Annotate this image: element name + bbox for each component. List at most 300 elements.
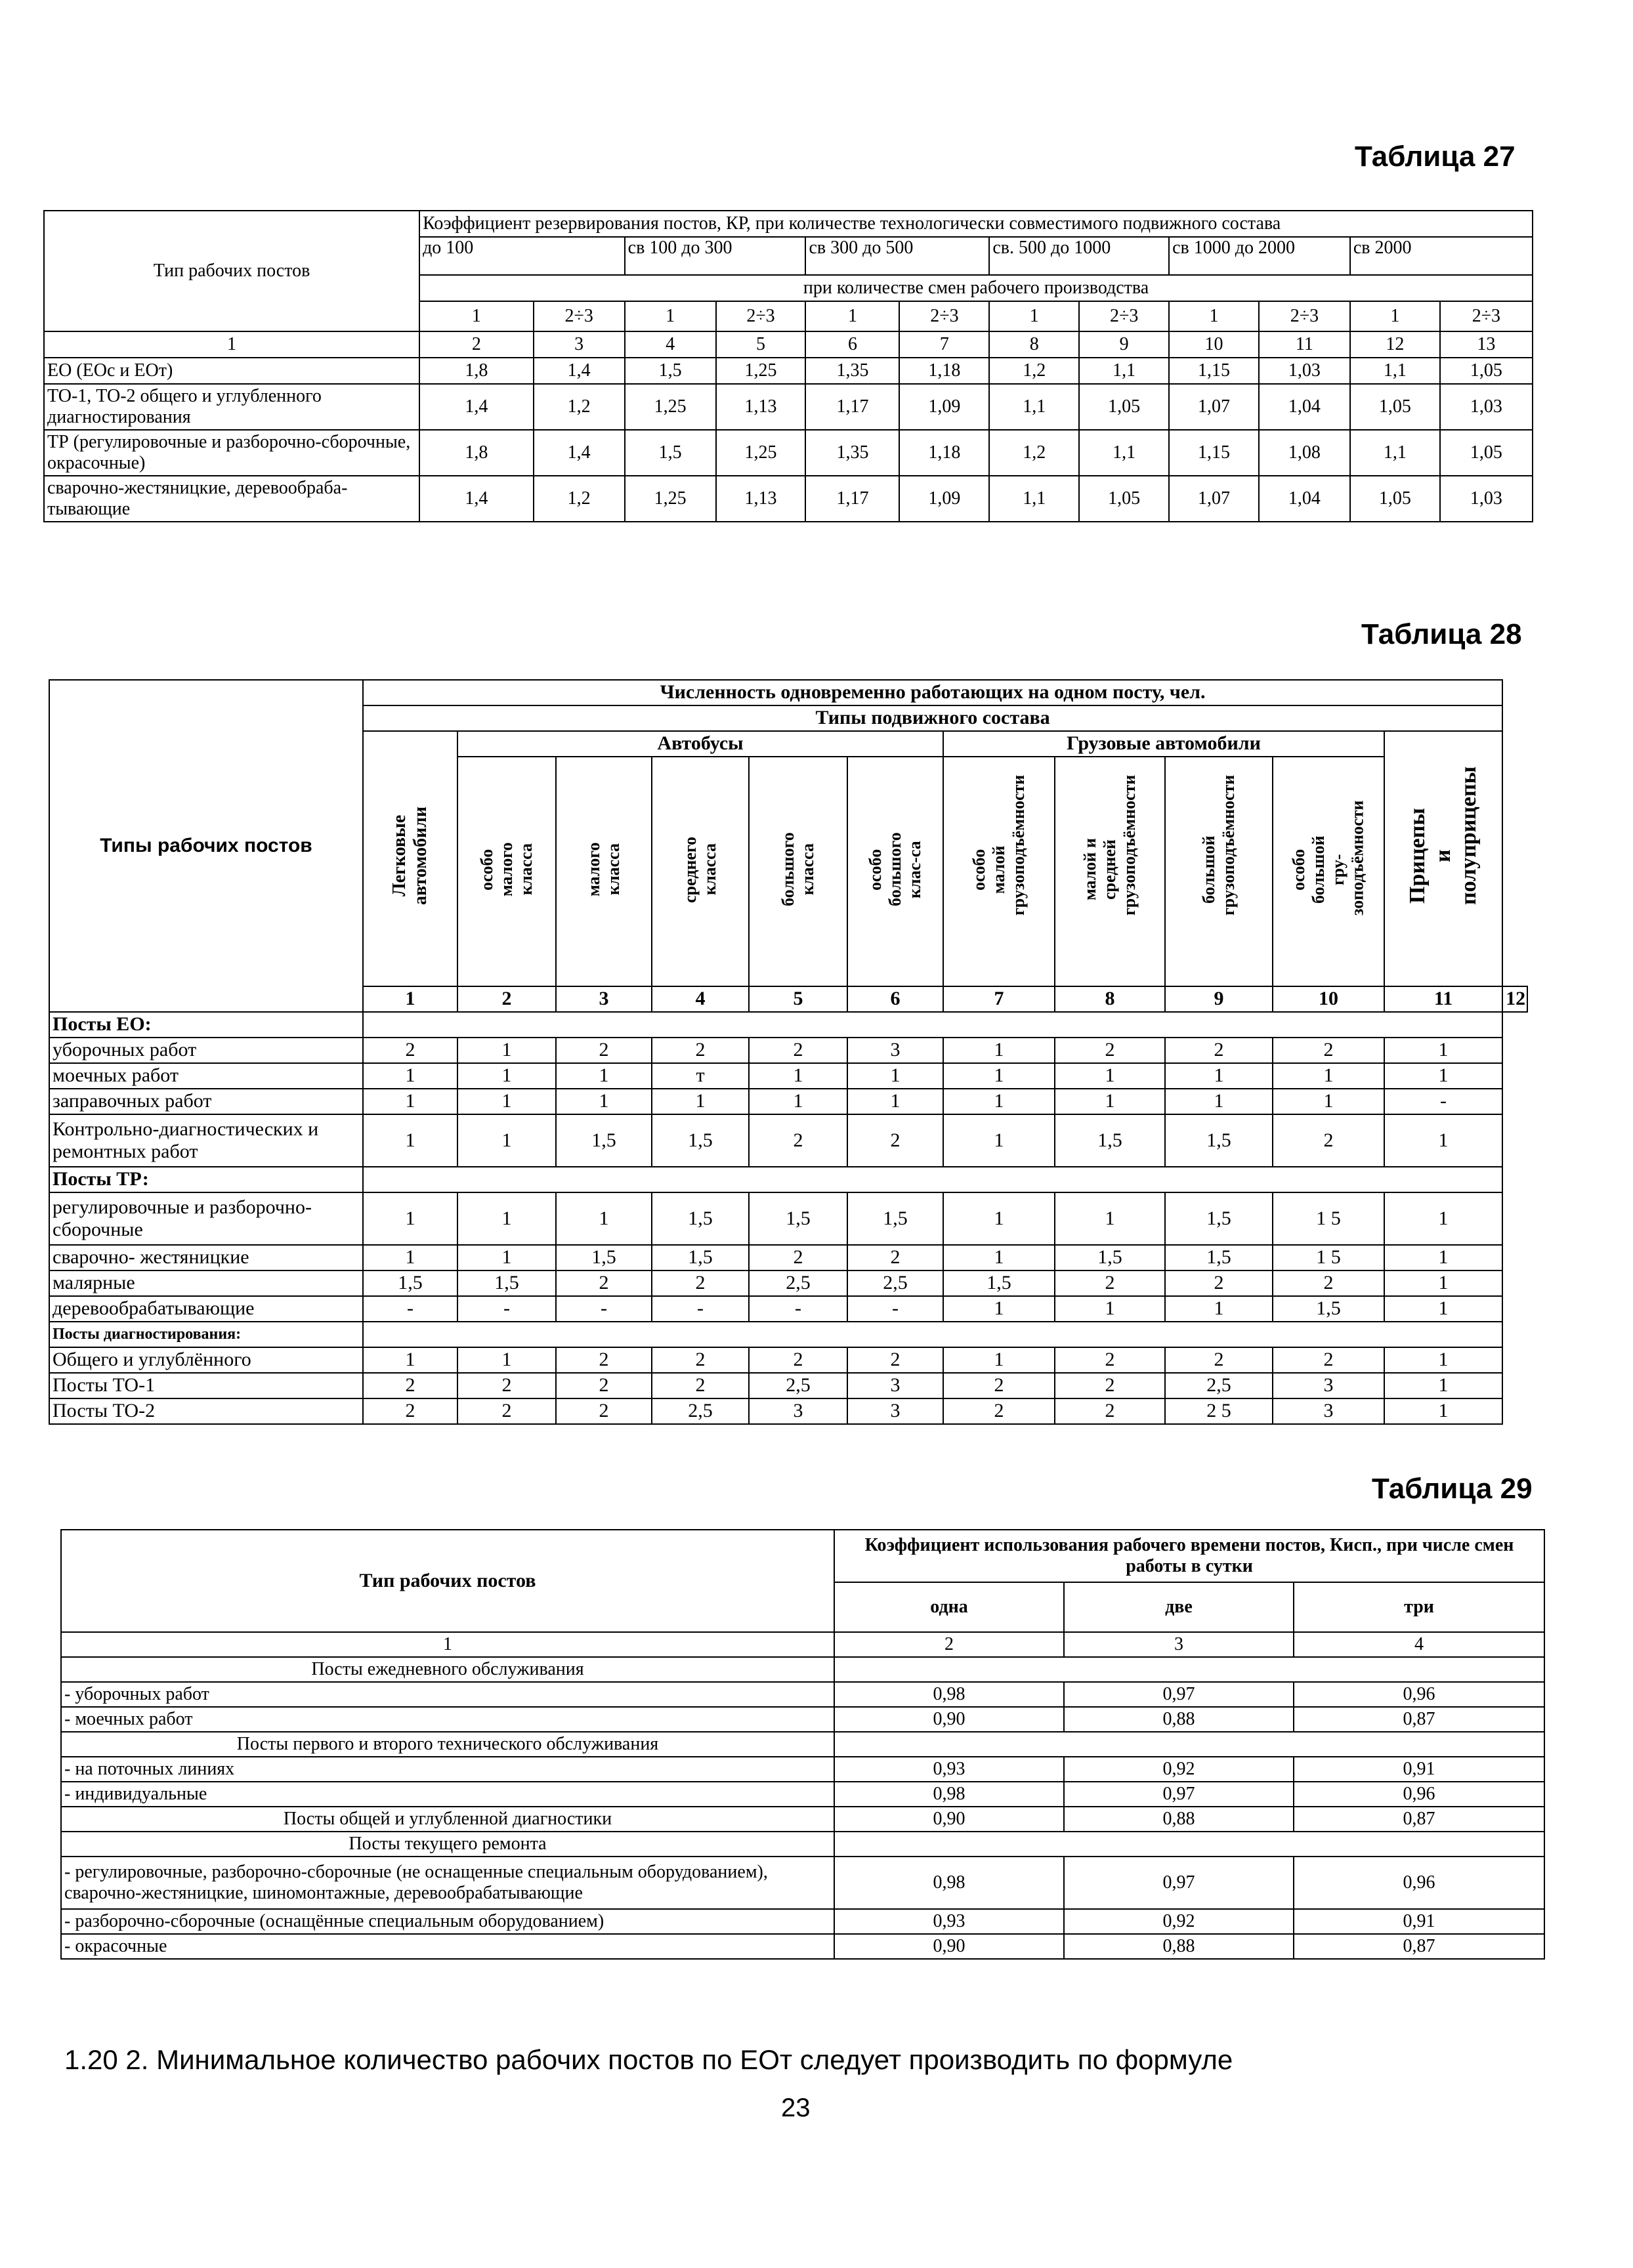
column-number: 4	[625, 331, 716, 358]
row-label: Контрольно-диагностических и ремонтных работ	[49, 1114, 363, 1167]
value-cell: 1,05	[1350, 384, 1440, 430]
value-cell: 2	[1055, 1373, 1165, 1398]
value-cell: 1	[652, 1089, 749, 1114]
vertical-label-text: особо большого клас-са	[866, 832, 924, 906]
value-cell: 1,5	[457, 1270, 556, 1296]
value-cell: 2	[1055, 1347, 1165, 1373]
table-row	[49, 1322, 1527, 1347]
value-cell: 1,05	[1350, 476, 1440, 522]
value-cell: 3	[749, 1398, 847, 1424]
value-cell: 1,5	[1165, 1192, 1273, 1245]
value-cell: 0,96	[1294, 1857, 1544, 1909]
value-cell: 1,17	[805, 384, 899, 430]
column-number: 1	[44, 331, 419, 358]
value-cell: 1,5	[749, 1192, 847, 1245]
row-label: - моечных работ	[61, 1707, 834, 1732]
value-cell: 1,5	[1165, 1114, 1273, 1167]
shift-header: две	[1064, 1582, 1294, 1632]
column-number: 2	[419, 331, 534, 358]
empty-cell	[834, 1732, 1544, 1757]
shift-two-three: 2÷3	[534, 301, 625, 331]
table-row	[49, 1063, 1527, 1089]
value-cell: 1	[363, 1063, 457, 1089]
value-cell: 1,1	[1079, 358, 1169, 384]
value-cell: 0,91	[1294, 1757, 1544, 1782]
table-row	[49, 1114, 1527, 1167]
value-cell: 1,8	[419, 358, 534, 384]
vertical-label-text: особо большой гру-зоподъёмности	[1289, 800, 1367, 915]
table-row	[61, 1857, 1544, 1909]
value-cell: 1,13	[716, 384, 806, 430]
column-number: 7	[943, 986, 1055, 1012]
vertical-column-label	[1165, 757, 1273, 986]
column-number: 12	[1350, 331, 1440, 358]
shift-two-three: 2÷3	[1079, 301, 1169, 331]
vertical-label-text: малой и средней грузоподъёмности	[1080, 774, 1139, 915]
value-cell: 1	[943, 1192, 1055, 1245]
row-label: - индивидуальные	[61, 1782, 834, 1807]
column-number: 8	[989, 331, 1079, 358]
value-cell: 1,25	[625, 476, 716, 522]
vertical-label-text: большой грузоподъёмности	[1199, 774, 1238, 915]
shift-one: 1	[419, 301, 534, 331]
value-cell: 1	[1384, 1296, 1502, 1322]
page-number: 23	[781, 2093, 811, 2122]
row-label: - на поточных линиях	[61, 1757, 834, 1782]
value-cell: 1,35	[805, 358, 899, 384]
value-cell: 1,09	[899, 476, 989, 522]
value-cell: 2,5	[652, 1398, 749, 1424]
value-cell: 1	[457, 1089, 556, 1114]
value-cell: 1	[1273, 1089, 1384, 1114]
column-number: 6	[847, 986, 943, 1012]
value-cell: 1,05	[1079, 384, 1169, 430]
shift-one: 1	[1169, 301, 1259, 331]
shift-two-three: 2÷3	[1259, 301, 1350, 331]
table-row	[61, 1682, 1544, 1707]
vertical-label-text: Легковые автомобили	[389, 807, 431, 906]
table-row	[49, 1373, 1527, 1398]
shift-two-three: 2÷3	[716, 301, 806, 331]
value-cell: 1,2	[534, 476, 625, 522]
value-cell: 2,5	[847, 1270, 943, 1296]
value-cell: 2	[363, 1398, 457, 1424]
value-cell: 1,05	[1079, 476, 1169, 522]
value-cell: -	[556, 1296, 652, 1322]
vertical-column-label	[847, 757, 943, 986]
section-label: Посты ЕО:	[49, 1012, 363, 1038]
value-cell: 1,4	[534, 358, 625, 384]
section-label: Посты диагностирования:	[49, 1322, 363, 1347]
value-cell: 1	[363, 1192, 457, 1245]
value-cell: 1	[1055, 1089, 1165, 1114]
value-cell: 2	[749, 1114, 847, 1167]
value-cell: 1	[1384, 1192, 1502, 1245]
vertical-label-text: среднего класса	[681, 836, 719, 903]
value-cell: 2	[1273, 1270, 1384, 1296]
value-cell: 1	[1384, 1114, 1502, 1167]
column-group-header: Коэффициент резервирования постов, КР, при количестве технологически совместимого подвижного состава	[419, 211, 1533, 237]
value-cell: 2	[847, 1114, 943, 1167]
column-number: 1	[61, 1632, 834, 1657]
column-number: 1	[363, 986, 457, 1012]
value-cell: -	[749, 1296, 847, 1322]
value-cell: 1	[943, 1245, 1055, 1270]
vertical-column-label	[652, 757, 749, 986]
value-cell: 1	[556, 1063, 652, 1089]
value-cell: 1,08	[1259, 430, 1350, 476]
table-row	[61, 1909, 1544, 1934]
value-cell: 1,15	[1169, 430, 1259, 476]
value-cell: 1	[457, 1192, 556, 1245]
value-cell: 1	[556, 1192, 652, 1245]
trucks-header: Грузовые автомобили	[943, 731, 1384, 757]
row-label: сварочно-жестяницкие, деревообраба-тывающие	[44, 476, 419, 522]
range-header: св 300 до 500	[805, 237, 989, 275]
value-cell: 1	[1273, 1063, 1384, 1089]
shift-two-three: 2÷3	[1440, 301, 1533, 331]
range-header: св 2000	[1350, 237, 1533, 275]
value-cell: 1	[1384, 1347, 1502, 1373]
column-number: 7	[899, 331, 989, 358]
table-28	[49, 679, 1528, 1425]
value-cell: 1,17	[805, 476, 899, 522]
value-cell: 2	[652, 1038, 749, 1063]
table-row	[49, 1245, 1527, 1270]
value-cell: 2	[363, 1373, 457, 1398]
value-cell: 1,05	[1440, 430, 1533, 476]
table-row	[61, 1934, 1544, 1959]
row-header: Тип рабочих постов	[44, 211, 419, 331]
value-cell: 0,98	[834, 1857, 1064, 1909]
value-cell: -	[1384, 1089, 1502, 1114]
column-number: 3	[1064, 1632, 1294, 1657]
value-cell: 2	[556, 1038, 652, 1063]
table-row	[44, 476, 1533, 522]
column-number: 13	[1440, 331, 1533, 358]
value-cell: 1	[457, 1114, 556, 1167]
header-row	[61, 1530, 1544, 1582]
vertical-label-text: Прицепы и полуприцепы	[1405, 766, 1481, 906]
row-label: - разборочно-сборочные (оснащённые специальным оборудованием)	[61, 1909, 834, 1934]
vertical-column-label	[457, 757, 556, 986]
column-group-header: Коэффициент использования рабочего времени постов, Кисп., при числе смен работы в сутки	[834, 1530, 1544, 1582]
value-cell: 1	[943, 1347, 1055, 1373]
value-cell: 2	[363, 1038, 457, 1063]
table-row	[49, 1347, 1527, 1373]
row-label: ТО-1, ТО-2 общего и углубленного диагностирования	[44, 384, 419, 430]
value-cell: 1	[1165, 1089, 1273, 1114]
buses-header: Автобусы	[457, 731, 943, 757]
value-cell: 1,1	[989, 476, 1079, 522]
value-cell: 1	[847, 1063, 943, 1089]
value-cell: 1,8	[419, 430, 534, 476]
row-label: Посты ТО-1	[49, 1373, 363, 1398]
value-cell: 1,25	[716, 430, 806, 476]
range-header: св. 500 до 1000	[989, 237, 1169, 275]
section-label: Посты текущего ремонта	[61, 1832, 834, 1857]
value-cell: 0,93	[834, 1909, 1064, 1934]
column-number: 10	[1273, 986, 1384, 1012]
table-row	[44, 358, 1533, 384]
value-cell: 1,1	[1350, 430, 1440, 476]
column-number: 8	[1055, 986, 1165, 1012]
value-cell: 0,98	[834, 1682, 1064, 1707]
shift-one: 1	[989, 301, 1079, 331]
value-cell: 1	[1384, 1398, 1502, 1424]
value-cell: 2	[1273, 1347, 1384, 1373]
value-cell: 2	[1273, 1114, 1384, 1167]
value-cell: 3	[1273, 1398, 1384, 1424]
shift-header: три	[1294, 1582, 1544, 1632]
value-cell: 1,5	[652, 1114, 749, 1167]
row-label: Общего и углублённого	[49, 1347, 363, 1373]
value-cell: 1,5	[556, 1245, 652, 1270]
value-cell: 1,5	[943, 1270, 1055, 1296]
value-cell: 2	[943, 1373, 1055, 1398]
value-cell: 2	[556, 1373, 652, 1398]
value-cell: 2,5	[749, 1270, 847, 1296]
section-label: Посты первого и второго технического обслуживания	[61, 1732, 834, 1757]
value-cell: 1	[457, 1245, 556, 1270]
value-cell: 0,97	[1064, 1857, 1294, 1909]
value-cell: 1,03	[1440, 384, 1533, 430]
value-cell: 3	[847, 1038, 943, 1063]
section-label: Посты ТР:	[49, 1167, 363, 1192]
value-cell: 1,13	[716, 476, 806, 522]
column-number: 5	[716, 331, 806, 358]
value-cell: 1	[1384, 1245, 1502, 1270]
row-label: моечных работ	[49, 1063, 363, 1089]
value-cell: 0,88	[1064, 1807, 1294, 1832]
value-cell: 2	[1165, 1347, 1273, 1373]
empty-cell	[834, 1832, 1544, 1857]
vertical-label-text: особо малой грузоподъёмности	[969, 774, 1028, 915]
table-29	[60, 1529, 1545, 1960]
table-row	[44, 430, 1533, 476]
table-27-title: Таблица 27	[1355, 140, 1516, 173]
table-row	[49, 1167, 1527, 1192]
column-number: 4	[1294, 1632, 1544, 1657]
vertical-column-label	[1055, 757, 1165, 986]
vertical-column-label	[556, 757, 652, 986]
value-cell: 1	[1384, 1063, 1502, 1089]
value-cell: 2	[749, 1038, 847, 1063]
table-row	[61, 1732, 1544, 1757]
value-cell: 1	[1165, 1296, 1273, 1322]
range-header: св 100 до 300	[625, 237, 806, 275]
shift-one: 1	[625, 301, 716, 331]
column-number: 3	[556, 986, 652, 1012]
value-cell: 0,91	[1294, 1909, 1544, 1934]
value-cell: 0,97	[1064, 1682, 1294, 1707]
value-cell: 1	[457, 1063, 556, 1089]
value-cell: 1	[943, 1063, 1055, 1089]
value-cell: 1,1	[1350, 358, 1440, 384]
value-cell: 1,07	[1169, 384, 1259, 430]
value-cell: 2	[457, 1398, 556, 1424]
value-cell: 1,15	[1169, 358, 1259, 384]
table-28-title: Таблица 28	[1361, 618, 1522, 650]
vertical-label-text: особо малого класса	[477, 842, 536, 896]
value-cell: 1,5	[1165, 1245, 1273, 1270]
range-header: до 100	[419, 237, 625, 275]
header-row	[49, 680, 1527, 705]
value-cell: 1	[457, 1038, 556, 1063]
value-cell: 1 5	[1273, 1192, 1384, 1245]
row-header: Типы рабочих постов	[49, 680, 363, 1012]
value-cell: 1,4	[534, 430, 625, 476]
value-cell: 1,4	[419, 384, 534, 430]
value-cell: 1,35	[805, 430, 899, 476]
value-cell: 1,5	[625, 430, 716, 476]
value-cell: 1,1	[1079, 430, 1169, 476]
value-cell: 1	[1384, 1270, 1502, 1296]
value-cell: 0,87	[1294, 1807, 1544, 1832]
value-cell: 1,05	[1440, 358, 1533, 384]
column-number-row	[44, 331, 1533, 358]
column-group-header: Численность одновременно работающих на одном посту, чел.	[363, 680, 1502, 705]
shift-two-three: 2÷3	[899, 301, 989, 331]
value-cell: 2	[1165, 1038, 1273, 1063]
row-label: заправочных работ	[49, 1089, 363, 1114]
value-cell: 1,5	[1055, 1114, 1165, 1167]
row-label: малярные	[49, 1270, 363, 1296]
value-cell: 1,5	[625, 358, 716, 384]
value-cell: 2	[847, 1347, 943, 1373]
column-number: 6	[805, 331, 899, 358]
value-cell: 1,09	[899, 384, 989, 430]
table-row	[61, 1807, 1544, 1832]
column-number: 9	[1165, 986, 1273, 1012]
value-cell: 2	[943, 1398, 1055, 1424]
value-cell: 1	[363, 1089, 457, 1114]
value-cell: 2 5	[1165, 1398, 1273, 1424]
column-number: 4	[652, 986, 749, 1012]
row-label: - уборочных работ	[61, 1682, 834, 1707]
value-cell: 1	[1055, 1063, 1165, 1089]
value-cell: 1,5	[652, 1192, 749, 1245]
shift-one: 1	[1350, 301, 1440, 331]
value-cell: 1	[363, 1114, 457, 1167]
value-cell: 2	[1055, 1038, 1165, 1063]
shift-one: 1	[805, 301, 899, 331]
column-number: 11	[1384, 986, 1502, 1012]
column-number: 3	[534, 331, 625, 358]
value-cell: 1	[1055, 1296, 1165, 1322]
value-cell: 1	[363, 1347, 457, 1373]
value-cell: 1	[749, 1089, 847, 1114]
value-cell: -	[652, 1296, 749, 1322]
value-cell: 1	[847, 1089, 943, 1114]
header-row	[44, 211, 1533, 237]
row-label: ТР (регулировочные и разборочно-сборочные, окрасочные)	[44, 430, 419, 476]
row-label: уборочных работ	[49, 1038, 363, 1063]
value-cell: 1,25	[716, 358, 806, 384]
value-cell: 0,98	[834, 1782, 1064, 1807]
empty-cell	[363, 1167, 1502, 1192]
table-row	[49, 1398, 1527, 1424]
row-label: Посты общей и углубленной диагностики	[61, 1807, 834, 1832]
column-subgroup-header: Типы подвижного состава	[363, 705, 1502, 731]
empty-cell	[363, 1012, 1502, 1038]
value-cell: 1,5	[363, 1270, 457, 1296]
value-cell: 2	[556, 1398, 652, 1424]
value-cell: 1	[556, 1089, 652, 1114]
value-cell: 1,2	[534, 384, 625, 430]
column-number: 12	[1502, 986, 1527, 1012]
table-row	[61, 1757, 1544, 1782]
value-cell: 2	[749, 1347, 847, 1373]
table-row	[61, 1832, 1544, 1857]
row-label: - регулировочные, разборочно-сборочные (не оснащенные специальным оборудованием), сварочно-жестяницкие, шиномонтажные, деревообрабатывающие	[61, 1857, 834, 1909]
value-cell: 1 5	[1273, 1245, 1384, 1270]
table-row	[44, 384, 1533, 430]
value-cell: 3	[847, 1398, 943, 1424]
paragraph-text: 1.20 2. Минимальное количество рабочих постов по ЕОт следует производить по формуле	[64, 2044, 1233, 2075]
value-cell: 2	[847, 1245, 943, 1270]
vertical-label-text: малого класса	[584, 842, 623, 896]
value-cell: 0,88	[1064, 1934, 1294, 1959]
column-number: 11	[1259, 331, 1350, 358]
value-cell: 1,5	[1273, 1296, 1384, 1322]
value-cell: -	[363, 1296, 457, 1322]
value-cell: 1,5	[847, 1192, 943, 1245]
value-cell: 0,90	[834, 1807, 1064, 1832]
empty-header-cell	[363, 731, 457, 986]
table-row	[61, 1782, 1544, 1807]
value-cell: 1,4	[419, 476, 534, 522]
table-row	[49, 1192, 1527, 1245]
value-cell: 1,18	[899, 358, 989, 384]
table-row	[49, 1038, 1527, 1063]
value-cell: 0,90	[834, 1707, 1064, 1732]
shifts-header: при количестве смен рабочего производства	[419, 275, 1533, 301]
table-row	[49, 1012, 1527, 1038]
table-row	[49, 1296, 1527, 1322]
value-cell: 2	[556, 1347, 652, 1373]
value-cell: 1	[749, 1063, 847, 1089]
value-cell: 2	[652, 1347, 749, 1373]
row-label: деревообрабатывающие	[49, 1296, 363, 1322]
value-cell: -	[457, 1296, 556, 1322]
row-label: регулировочные и разборочно- сборочные	[49, 1192, 363, 1245]
value-cell: 2,5	[1165, 1373, 1273, 1398]
value-cell: 1	[1384, 1373, 1502, 1398]
value-cell: 1,04	[1259, 384, 1350, 430]
value-cell: 2	[457, 1373, 556, 1398]
vertical-column-label	[1273, 757, 1384, 986]
value-cell: 1,5	[1055, 1245, 1165, 1270]
column-number: 9	[1079, 331, 1169, 358]
value-cell: 0,92	[1064, 1757, 1294, 1782]
value-cell: 0,92	[1064, 1909, 1294, 1934]
value-cell: 0,97	[1064, 1782, 1294, 1807]
row-label: ЕО (ЕОс и ЕОт)	[44, 358, 419, 384]
value-cell: т	[652, 1063, 749, 1089]
value-cell: 2	[749, 1245, 847, 1270]
value-cell: -	[847, 1296, 943, 1322]
value-cell: 2,5	[749, 1373, 847, 1398]
value-cell: 0,88	[1064, 1707, 1294, 1732]
value-cell: 1	[1055, 1192, 1165, 1245]
value-cell: 2	[556, 1270, 652, 1296]
column-number-row	[61, 1632, 1544, 1657]
value-cell: 1,5	[652, 1245, 749, 1270]
value-cell: 3	[847, 1373, 943, 1398]
value-cell: 1,5	[556, 1114, 652, 1167]
column-number: 5	[749, 986, 847, 1012]
